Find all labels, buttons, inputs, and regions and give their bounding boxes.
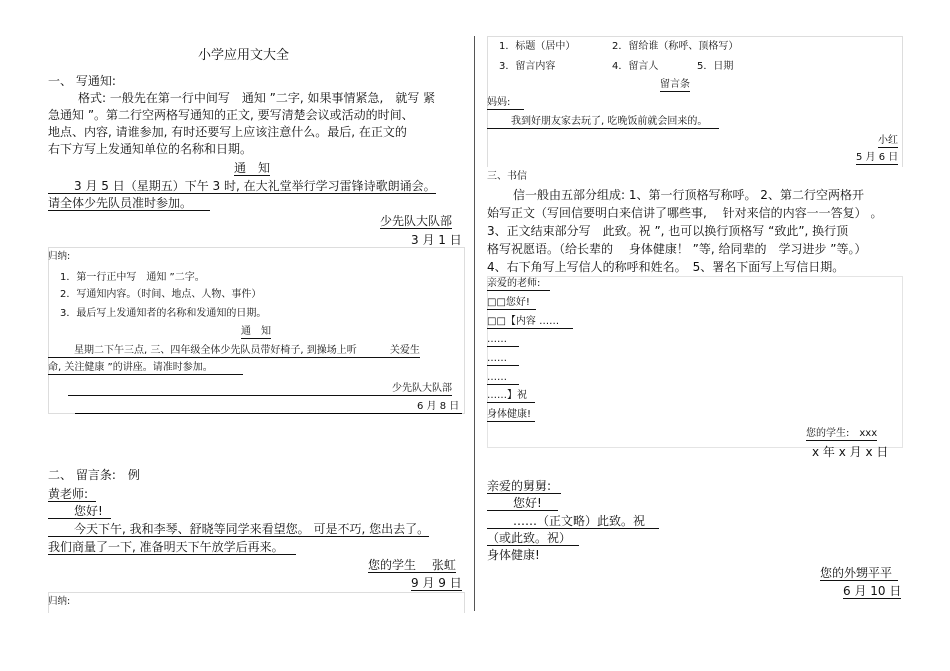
message-example-title: 留言条	[660, 79, 690, 90]
notice-example2-title: 通 知	[241, 326, 271, 337]
message-salutation: 黄老师:	[48, 488, 96, 502]
message-body: 今天下午, 我和李琴、舒晓等同学来看望您。 可是不巧, 您出去了。	[48, 523, 429, 537]
letter-para-line: 格写祝愿语。（给长辈的 身体健康！ ”等, 给同辈的 学习进步 ”等。）	[487, 242, 867, 256]
notice-para-line: 急通知 ”。第二行空两格写通知的正文, 要写清楚会议或活动的时间、	[48, 108, 414, 122]
notice-example2-body: 命, 关注健康 ”的讲座。请准时参加。	[48, 363, 243, 375]
letter-template-health: 身体健康!	[487, 410, 535, 422]
letter-example-date: 6 月 10 日	[843, 584, 902, 598]
message-date: 9 月 9 日	[411, 576, 462, 590]
message-sign: 您的学生 张虹	[368, 558, 456, 572]
letter-example-body: ……（正文略）此致。祝	[487, 515, 659, 529]
summary-item: 1．第一行正中写 通知 ”二字。	[60, 272, 205, 283]
letter-heading: 三、书信	[487, 171, 527, 182]
summary-item: 2．写通知内容。（时间、地点、人物、事件）	[60, 289, 262, 300]
notice-example-body: 请全体少先队员准时参加。	[48, 196, 193, 210]
message-summary-label: 归纳:	[48, 596, 71, 607]
message-example-sign: 小红	[878, 135, 898, 146]
message-summary-item: 5．日期	[697, 61, 734, 72]
letter-example-greeting: 您好!	[487, 497, 558, 511]
message-example-date: 5 月 6 日	[856, 152, 899, 163]
letter-example-health: 身体健康!	[487, 548, 540, 562]
letter-template-sign: 您的学生: xxx	[806, 428, 878, 439]
notice-para-line: 地点、内容, 请谁参加, 有时还要写上应该注意什么。最后, 在正文的	[48, 125, 407, 139]
letter-template-salutation: 亲爱的老师:	[487, 279, 550, 291]
letter-para-line: 始写正文（写回信要明白来信讲了哪些事, 针对来信的内容一一答复） 。	[487, 206, 883, 220]
letter-template-dots: ……	[487, 335, 519, 347]
message-body: 我们商量了一下, 准备明天下午放学后再来。	[48, 541, 296, 555]
message-example-body: 我到好朋友家去玩了, 吃晚饭前就会回来的。	[487, 117, 719, 129]
letter-para-line: 3、正文结束部分写 此致。祝 ”, 也可以换行顶格写 “致此”, 换行顶	[487, 224, 849, 238]
message-summary-item: 4．留言人	[612, 61, 659, 72]
notice-example-body: 3 月 5 日（星期五）下午 3 时, 在大礼堂举行学习雷锋诗歌朗诵会。	[48, 180, 436, 194]
letter-template-dots: ……	[487, 373, 519, 385]
notice-example2-sign: 少先队大队部	[392, 383, 452, 394]
letter-example-body: （或此致。祝）	[487, 532, 579, 546]
page-title: 小学应用文大全	[198, 48, 290, 63]
notice-heading: 一、 写通知:	[48, 74, 116, 88]
message-example-salutation: 妈妈:	[487, 98, 524, 110]
letter-example-salutation: 亲爱的舅舅:	[487, 480, 561, 494]
letter-template-wish: ……】祝	[487, 391, 535, 403]
notice-example2-date: 6 月 8 日	[417, 401, 460, 412]
notice-para-line: 右下方写上发通知单位的名称和日期。	[48, 142, 253, 156]
notice-para-line: 格式: 一般先在第一行中间写 通知 ”二字, 如果事情紧急, 就写 紧	[78, 91, 436, 105]
letter-template-date: x 年 x 月 x 日	[812, 445, 889, 459]
message-greeting: 您好!	[48, 505, 111, 519]
letter-template-greeting: □□您好!	[487, 298, 536, 310]
letter-para-line: 4、右下角写上写信人的称呼和姓名。 5、署名下面写上写信日期。	[487, 260, 845, 274]
notice-example-sign: 少先队大队部	[380, 214, 453, 228]
notice-example-date: 3 月 1 日	[411, 233, 462, 247]
notice-example2-body: 星期二下午三点, 三、四年级全体少先队员带好椅子, 到操场上听 关爱生	[48, 346, 420, 358]
letter-example-sign: 您的外甥平平	[820, 567, 898, 581]
letter-template-dots: ……	[487, 354, 519, 366]
notice-example-title: 通 知	[234, 161, 271, 175]
message-summary-item: 1．标题（居中）	[499, 41, 576, 52]
summary-item: 3．最后写上发通知者的名称和发通知的日期。	[60, 308, 267, 319]
letter-template-content: □□【内容 ……	[487, 317, 573, 329]
summary-label: 归纳:	[48, 251, 71, 262]
letter-para-line: 信一般由五部分组成: 1、第一行顶格写称呼。 2、第二行空两格开	[513, 188, 864, 202]
message-summary-item: 2．留给谁（称呼、顶格写）	[612, 41, 739, 52]
message-summary-item: 3．留言内容	[499, 61, 556, 72]
message-heading: 二、 留言条: 例	[48, 468, 140, 482]
